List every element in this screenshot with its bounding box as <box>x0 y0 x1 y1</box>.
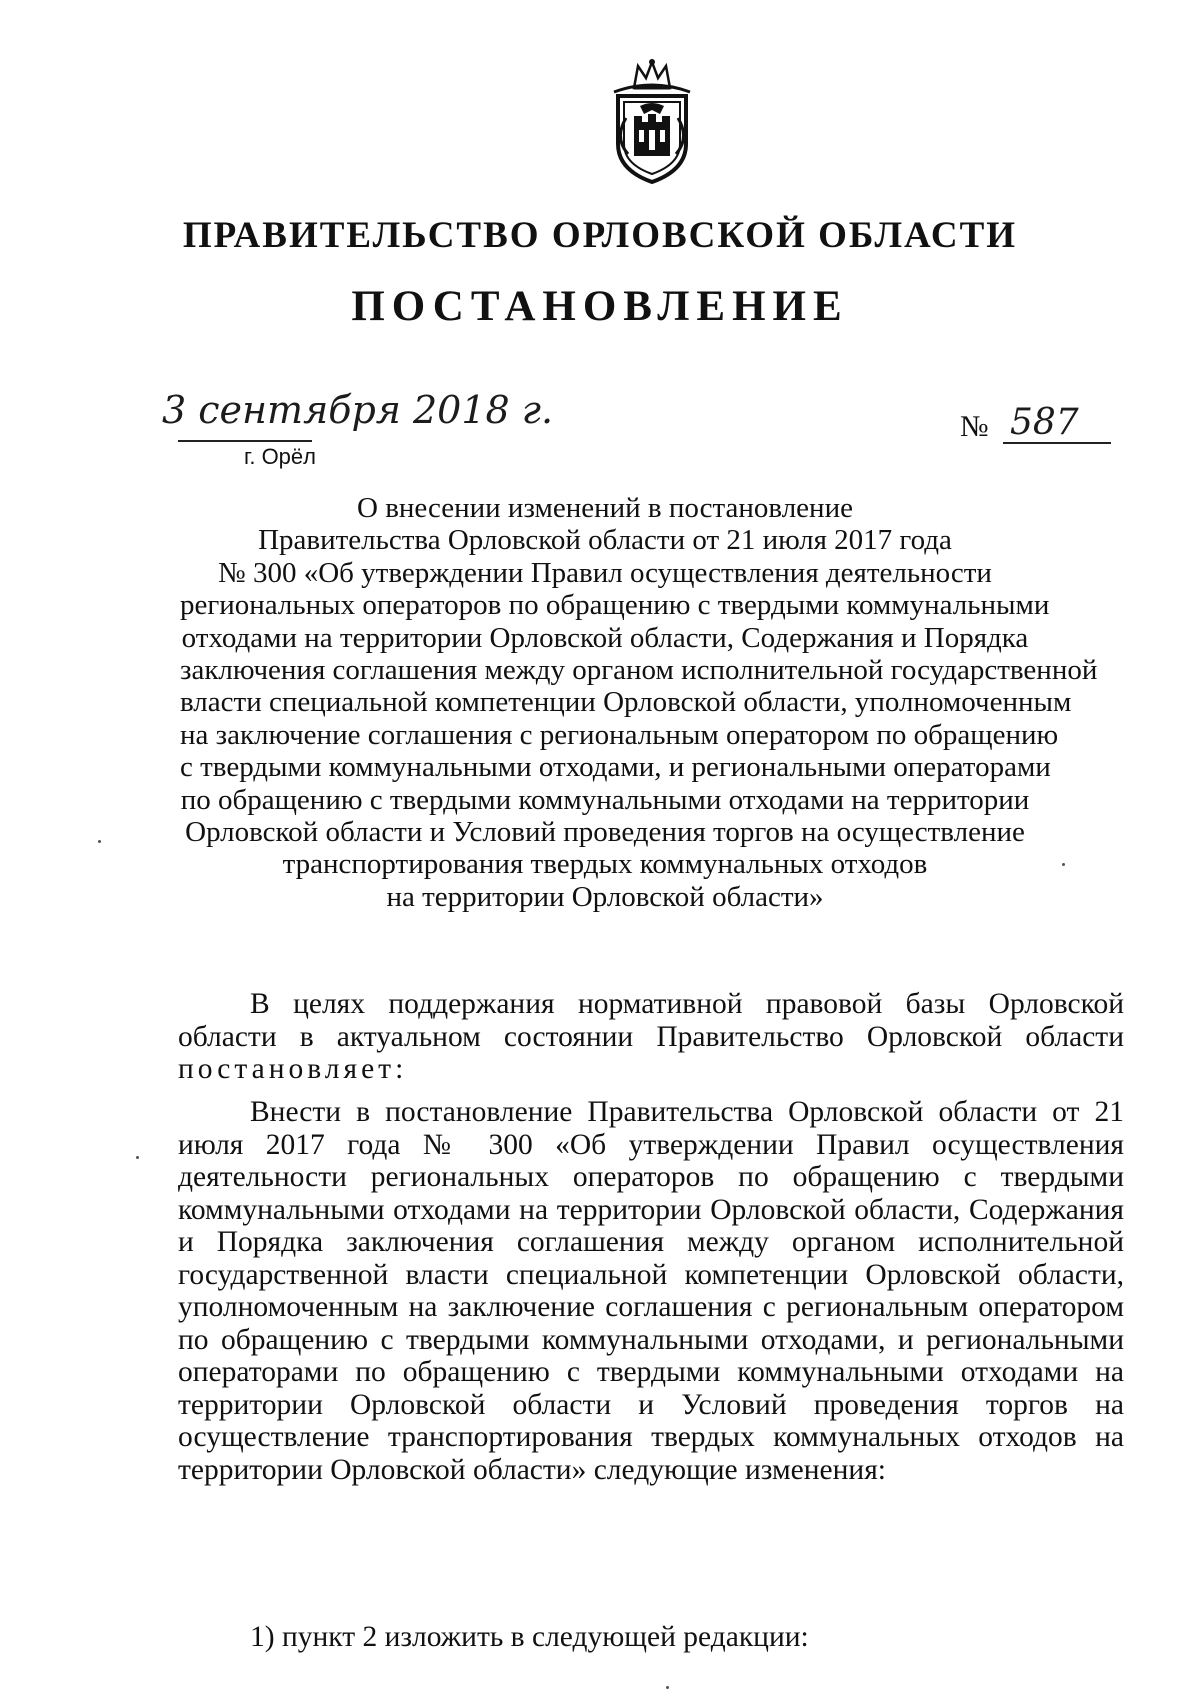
subject-line: отходами на территории Орловской области, Содержания и Порядка <box>181 621 1029 654</box>
subject-line: Орловской области и Условий проведения торгов на осуществление <box>185 816 1025 849</box>
subject-line: Правительства Орловской области от 21 июля 2017 года <box>258 524 952 557</box>
preamble-action: постановляет: <box>178 1053 408 1085</box>
subject-line: с твердыми коммунальными отходами, и региональными операторами <box>180 751 1051 784</box>
number-label: № <box>960 410 989 443</box>
document-type-title: ПОСТАНОВЛЕНИЕ <box>351 283 849 330</box>
scan-speck <box>136 1156 139 1159</box>
subject-line: по обращению с твердыми коммунальными отходами на территории <box>180 783 1030 816</box>
preamble-paragraph <box>178 988 1124 1086</box>
preamble-text: В целях поддержания нормативной правовой базы Орловской области в актуальном состоянии Правительство Орловской области <box>178 988 1124 1053</box>
subject-line: № 300 «Об утверждении Правил осуществления деятельности <box>218 556 992 589</box>
main-paragraph: Внести в постановление Правительства Орловской области от 21 июля 2017 года № 300 «Об утверждении Правил осуществления деятельности региональных операторов по обращению с твердыми коммунальными отходами на территории Орловской области, Содержания и Порядка заключения соглашения между органом исполнительной государственной власти специальной компетенции Орловской области, уполномоченным на заключение соглашения с региональным оператором по обращению с твердыми коммунальными отходами, и региональными операторами по обращению с твердыми коммунальными отходами на территории Орловской области и Условий проведения торгов на осуществление транспортирования твердых коммунальных отходов на территории Орловской области» следующие изменения: <box>178 1096 1124 1486</box>
document-subject <box>180 492 1098 913</box>
subject-line: на заключение соглашения с региональным оператором по обращению <box>180 718 1059 751</box>
subject-line: на территории Орловской области» <box>386 880 824 913</box>
amendment-item: 1) пункт 2 изложить в следующей редакции: <box>250 1621 809 1653</box>
subject-line: региональных операторов по обращению с твердыми коммунальными <box>180 589 1050 622</box>
date-underline <box>178 440 312 442</box>
subject-line: О внесении изменений в постановление <box>357 492 853 524</box>
number-underline <box>1003 442 1111 444</box>
handwritten-number: 587 <box>1010 402 1079 443</box>
coat-of-arms-icon <box>604 58 700 186</box>
subject-line: власти специальной компетенции Орловской области, уполномоченным <box>180 686 1072 719</box>
city-label: г. Орёл <box>244 444 316 469</box>
subject-line: транспортирования твердых коммунальных отходов <box>282 848 928 881</box>
handwritten-date: 3 сентября 2018 г. <box>162 388 554 432</box>
scan-speck <box>666 1686 669 1689</box>
scan-speck <box>1062 863 1065 866</box>
scan-speck <box>98 840 101 843</box>
organization-title: ПРАВИТЕЛЬСТВО ОРЛОВСКОЙ ОБЛАСТИ <box>182 215 1018 256</box>
subject-line: заключения соглашения между органом исполнительной государственной <box>180 654 1098 687</box>
